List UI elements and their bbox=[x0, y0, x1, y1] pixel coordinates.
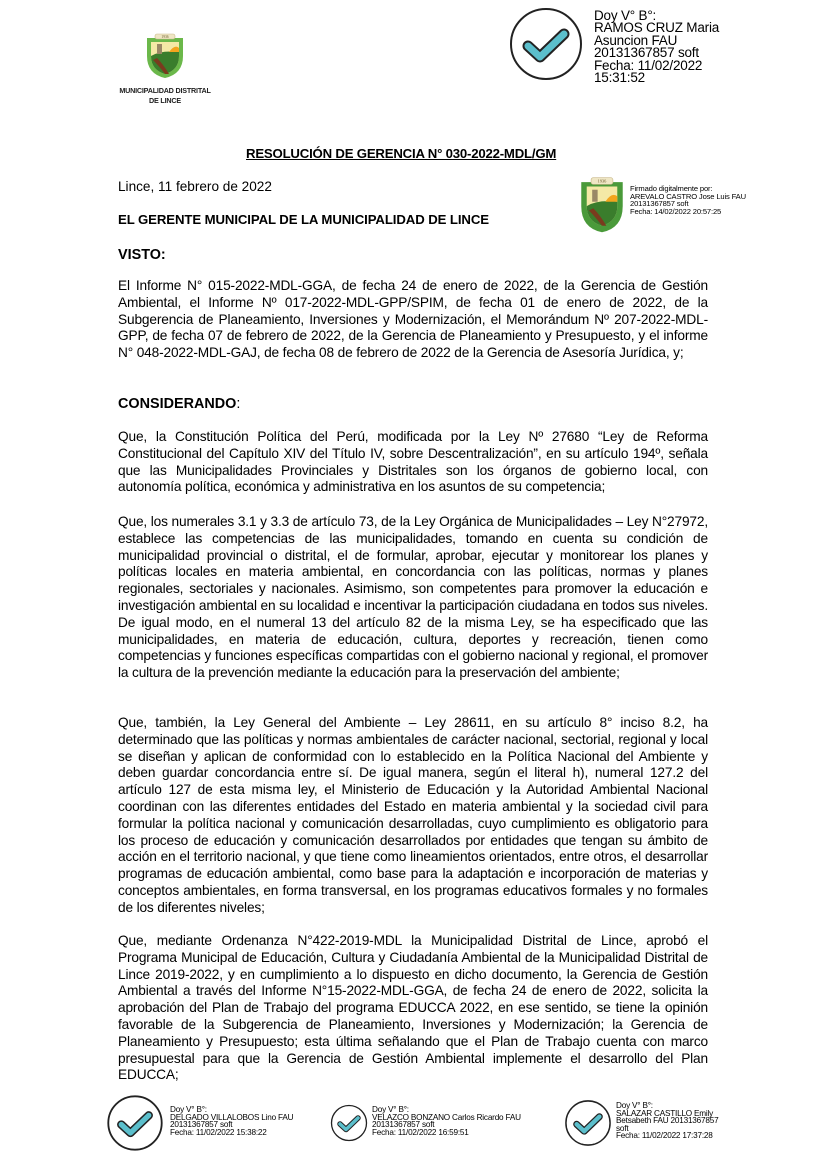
checkmark-circle-icon bbox=[330, 1094, 368, 1152]
checkmark-circle-icon bbox=[508, 6, 584, 82]
stamp-time: 15:31:52 bbox=[594, 70, 645, 86]
signature-label: Firmado digitalmente por: bbox=[630, 184, 713, 193]
svg-text:1936: 1936 bbox=[161, 35, 169, 39]
approval-stamp-ramos-cruz bbox=[508, 6, 719, 84]
place-date: Lince, 11 febrero de 2022 bbox=[118, 179, 272, 194]
municipality-logo bbox=[105, 30, 225, 106]
stamp-date: Fecha: 11/02/2022 16:59:51 bbox=[372, 1127, 469, 1137]
considerando-paragraph-3: Que, también, la Ley General del Ambiente – Ley 28611, en su artículo 8° inciso 8.2, ha determinado que las políticas y normas ambientales de carácter nacional, sectorial, regional y local se diseñan y aplican de conformidad con lo establecido en la Política Nacional del Ambiente y deben guardar concordancia entre sí. De igual manera, según el literal h), numeral 127.2 del artículo 127 de esta misma ley, el Ministerio de Educación y la Autoridad Ambiental Nacional coordinan con las diferentes entidades del Estado en materia ambiental y la sociedad civil para formular la política nacional y comunicación desarrolladas, cuyo cumplimiento es obligatorio para los proceso de educación y comunicación desarrollados por entidades que tengan su ámbito de acción en el territorio nacional, y que tiene como lineamientos orientados, entre otros, el desarrollar programas de educación ambiental, como base para la adaptación e incorporación de materias y conceptos ambientales, en forma transversal, en los programas educativos formales y no formales de los diferentes niveles; bbox=[118, 715, 708, 915]
considerando-heading bbox=[118, 396, 240, 412]
approval-stamp-velazco-bonzano bbox=[330, 1094, 521, 1152]
stamp-signer-name-cont: Asuncion FAU bbox=[594, 32, 678, 48]
signature-ruc: 20131367857 soft bbox=[630, 199, 689, 209]
approval-stamp-salazar-castillo bbox=[564, 1094, 718, 1152]
stamp-date: Fecha: 11/02/2022 15:38:22 bbox=[170, 1127, 267, 1137]
logo-text-line2: DE LINCE bbox=[149, 96, 181, 105]
stamp-signer-name: RAMOS CRUZ Maria bbox=[594, 20, 720, 36]
municipality-shield-icon bbox=[143, 30, 187, 80]
stamp-ruc: 20131367857 soft bbox=[594, 45, 699, 61]
considerando-colon: : bbox=[236, 396, 241, 412]
stamp-signer-name: SALAZAR CASTILLO Emily bbox=[616, 1108, 714, 1118]
considerando-label: CONSIDERANDO bbox=[118, 396, 237, 412]
visto-heading: VISTO: bbox=[118, 247, 166, 263]
stamp-date: Fecha: 11/02/2022 17:37:28 bbox=[616, 1131, 713, 1141]
issuer-heading: EL GERENTE MUNICIPAL DE LA MUNICIPALIDAD DE LINCE bbox=[118, 212, 489, 227]
approval-stamp-delgado-villalobos bbox=[106, 1094, 293, 1152]
stamp-ruc: 20131367857 soft bbox=[170, 1120, 233, 1130]
logo-text-line1: MUNICIPALIDAD DISTRITAL bbox=[119, 86, 211, 95]
stamp-signer-name: VELAZCO BONZANO Carlos Ricardo FAU bbox=[372, 1112, 521, 1122]
checkmark-circle-icon bbox=[564, 1094, 612, 1152]
stamp-signer-name: DELGADO VILLALOBOS Lino FAU bbox=[170, 1112, 294, 1122]
stamp-signer-name-cont: Betsabeth FAU 20131367857 bbox=[616, 1116, 719, 1126]
signature-date: Fecha: 14/02/2022 20:57:25 bbox=[630, 206, 722, 216]
considerando-paragraph-2: Que, los numerales 3.1 y 3.3 de artículo 73, de la Ley Orgánica de Municipalidades – Ley N°27972, establece las competencias de las municipalidades, tomando en cuenta su condición de municipalidad provincial o distrital, el de formular, aprobar, ejecutar y monitorear los planes y políticas locales en materia ambiental, en concordancia con las políticas, normas y planes regionales, sectoriales y nacionales. Asimismo, son competentes para promover la educación e investigación ambiental en su localidad e incentivar la participación ciudadana en todos sus niveles. De igual modo, en el numeral 13 del artículo 82 de la misma Ley, se ha especificado que las municipalidades, en materia de educación, cultura, deportes y recreación, tienen como competencias y funciones específicas compartidas con el gobierno nacional y regional, el promover la cultura de la prevención mediante la educación para la preservación del ambiente; bbox=[118, 514, 708, 681]
considerando-paragraph-1: Que, la Constitución Política del Perú, modificada por la Ley Nº 27680 “Ley de Reforma Constitucional del Capítulo XIV del Título IV, sobre Descentralización”, en su artículo 194º, señala que las Municipalidades Provinciales y Distritales son los órganos de gobierno local, con autonomía política, económica y administrativa en los asuntos de su competencia; bbox=[118, 429, 708, 495]
stamp-soft: soft bbox=[616, 1123, 629, 1133]
visto-paragraph: El Informe N° 015-2022-MDL-GGA, de fecha 24 de enero de 2022, de la Gerencia de Gestión Ambiental, el Informe Nº 017-2022-MDL-GPP/SPIM, de fecha 01 de enero de 2022, de la Subgerencia de Planeamiento, Inversiones y Modernización, el Memorándum Nº 207-2022-MDL-GPP, de fecha 07 de febrero de 2022, de la Gerencia de Planeamiento y Presupuesto, y el informe N° 048-2022-MDL-GAJ, de fecha 08 de febrero de 2022 de la Gerencia de Asesoría Jurídica, y; bbox=[118, 278, 708, 361]
stamp-label: Doy V° B°: bbox=[616, 1101, 653, 1110]
stamp-date: Fecha: 11/02/2022 bbox=[594, 57, 703, 73]
municipality-shield-icon bbox=[578, 175, 626, 235]
checkmark-circle-icon bbox=[106, 1094, 164, 1152]
digital-signature-block bbox=[578, 175, 746, 235]
stamp-ruc: 20131367857 soft bbox=[372, 1120, 435, 1130]
signature-signer: AREVALO CASTRO Jose Luis FAU bbox=[630, 191, 746, 201]
document-title: RESOLUCIÓN DE GERENCIA N° 030-2022-MDL/GM bbox=[246, 146, 557, 161]
stamp-label: Doy V° B°: bbox=[594, 8, 657, 23]
stamp-label: Doy V° B°: bbox=[372, 1105, 409, 1114]
stamp-label: Doy V° B°: bbox=[170, 1105, 207, 1114]
svg-text:1936: 1936 bbox=[597, 178, 607, 184]
considerando-paragraph-4: Que, mediante Ordenanza N°422-2019-MDL la Municipalidad Distrital de Lince, aprobó el Programa Municipal de Educación, Cultura y Ciudadanía Ambiental de la Municipalidad Distrital de Lince 2019-2022, y en cumplimiento a lo dispuesto en dicho documento, la Gerencia de Gestión Ambiental a través del Informe N°15-2022-MDL-GGA, de fecha 24 de enero de 2022, solicita la aprobación del Plan de Trabajo del programa EDUCCA 2022, en ese sentido, se tiene la opinión favorable de la Subgerencia de Planeamiento, Inversiones y Modernización; la Gerencia de Planeamiento y Presupuesto; esta última señalando que el Plan de Trabajo cuenta con marco presupuestal para que la Gerencia de Gestión Ambiental implemente el desarrollo del Plan EDUCCA; bbox=[118, 933, 708, 1083]
